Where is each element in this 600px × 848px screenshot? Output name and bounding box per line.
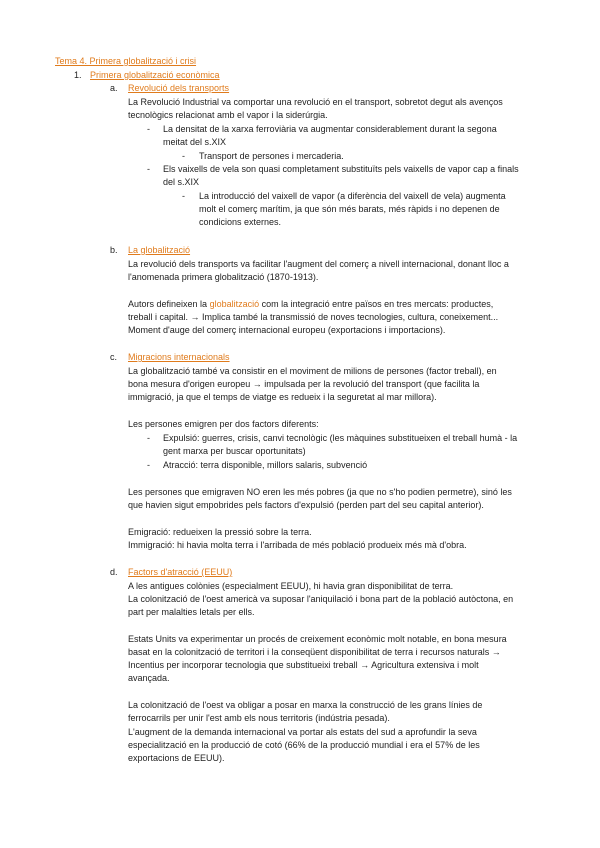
paragraph-line: l'anomenada primera globalització (1870-1913). [128, 272, 319, 282]
subsection-c-heading: Migracions internacionals [128, 352, 230, 362]
subsection-a-marker: a. [110, 83, 118, 93]
subsection-b-heading: La globalització [128, 245, 191, 255]
subsection-a-heading: Revolució dels transports [128, 83, 230, 93]
bullet-marker: - [147, 433, 150, 443]
bullet-line: Expulsió: guerres, crisis, canvi tecnològic (les màquines substitueixen el treball humà - la [163, 433, 518, 443]
paragraph-line: La globalització també va consistir en el moviment de milions de persones (factor treball), en [128, 366, 497, 376]
paragraph-line: immigració, ja que el temps de viatge es redueix i la seguretat al mar millora). [128, 392, 437, 402]
sub-bullet-line: La introducció del vaixell de vapor (a diferència del vaixell de vela) augmenta [199, 191, 506, 201]
paragraph-line: A les antigues colònies (especialment EEUU), hi havia gran disponibilitat de terra. [128, 581, 454, 591]
text-run: Autors defineixen la [128, 299, 210, 309]
bullet-line: La densitat de la xarxa ferroviària va augmentar considerablement durant la segona [163, 124, 497, 134]
sub-bullet-line: condicions externes. [199, 217, 282, 227]
paragraph-line: La revolució dels transports va facilitar l'augment del comerç a nivell internacional, donant lloc a [128, 259, 509, 269]
paragraph-line: Immigració: hi havia molta terra i l'arribada de més població produeix més mà d'obra. [128, 540, 467, 550]
paragraph-line: part per malalties letals per ells. [128, 607, 255, 617]
bullet-line: meitat del s.XIX [163, 137, 227, 147]
paragraph-line: especialització en la producció de cotó (66% de la producció mundial i era el 57% de les [128, 740, 480, 750]
paragraph-line: Estats Units va experimentar un procés de creixement econòmic molt notable, en bona mesura [128, 634, 507, 644]
doc-title: Tema 4. Primera globalització i crisi [55, 56, 197, 66]
sub-bullet-line: Transport de persones i mercaderia. [199, 151, 344, 161]
subsection-c-marker: c. [110, 352, 118, 362]
section-title: Primera globalització econòmica [90, 70, 220, 80]
paragraph-line: Les persones que emigraven NO eren les més pobres (ja que no s'ho podien permetre), sinó les [128, 487, 512, 497]
paragraph-line: Emigració: redueixen la pressió sobre la terra. [128, 527, 312, 537]
paragraph-line: Les persones emigren per dos factors diferents: [128, 419, 319, 429]
subsection-b-marker: b. [110, 245, 118, 255]
bullet-marker: - [147, 460, 150, 470]
paragraph-line: treball i capital. → Implica també la transmissió de noves tecnologies, cultura, coneixement... [128, 312, 499, 322]
paragraph-line: Moment d'auge del comerç internacional europeu (exportacions i importacions). [128, 325, 446, 335]
bullet-marker: - [182, 191, 185, 201]
paragraph-line: Incentius per incorporar tecnologia que substitueixi treball → Agricultura extensiva i molt [128, 660, 479, 670]
bullet-line: Els vaixells de vela son quasi completament substituïts pels vaixells de vapor cap a finals [163, 164, 519, 174]
subsection-d-heading: Factors d'atracció (EEUU) [128, 567, 233, 577]
paragraph-line: L'augment de la demanda internacional va portar als estats del sud a aprofundir la seva [128, 727, 477, 737]
bullet-line: Atracció: terra disponible, millors salaris, subvenció [163, 460, 368, 470]
bullet-marker: - [182, 151, 185, 161]
paragraph-line [128, 298, 493, 310]
paragraph-line: La colonització de l'oest americà va suposar l'aniquilació i bona part de la població autòctona, en [128, 594, 514, 604]
paragraph-line: basat en la colonització de territori i la conseqüent disponibilitat de terra i recursos naturals → [128, 647, 501, 657]
paragraph-line: La colonització de l'oest va obligar a posar en marxa la construcció de les grans línies de [128, 700, 483, 710]
text-run: com la integració entre països en tres mercats: productes, [259, 299, 494, 309]
sub-bullet-line: molt el comerç marítim, ja que són més barats, més ràpids i no depenen de [199, 204, 500, 214]
subsection-d-marker: d. [110, 567, 118, 577]
highlight-term: globalització [209, 299, 260, 309]
section-number: 1. [74, 70, 82, 80]
bullet-line: gent marxa per buscar oportunitats) [163, 446, 306, 456]
paragraph-line: La Revolució Industrial va comportar una revolució en el transport, sobretot degut als avenços [128, 97, 503, 107]
paragraph-line: ferrocarrils per unir l'est amb els nous territoris (indústria pesada). [128, 713, 390, 723]
paragraph-line: bona mesura d'origen europeu → impulsada per la revolució del transport (que facilita la [128, 379, 480, 389]
bullet-marker: - [147, 164, 150, 174]
bullet-marker: - [147, 124, 150, 134]
paragraph-line: que havien sigut empobrides pels factors d'expulsió (perden part del seu capital anterior). [128, 500, 484, 510]
bullet-line: del s.XIX [163, 177, 200, 187]
paragraph-line: exportacions de EEUU). [128, 753, 225, 763]
paragraph-line: tecnològics relacionat amb el vapor i la siderúrgia. [128, 110, 328, 120]
paragraph-line: avançada. [128, 673, 170, 683]
